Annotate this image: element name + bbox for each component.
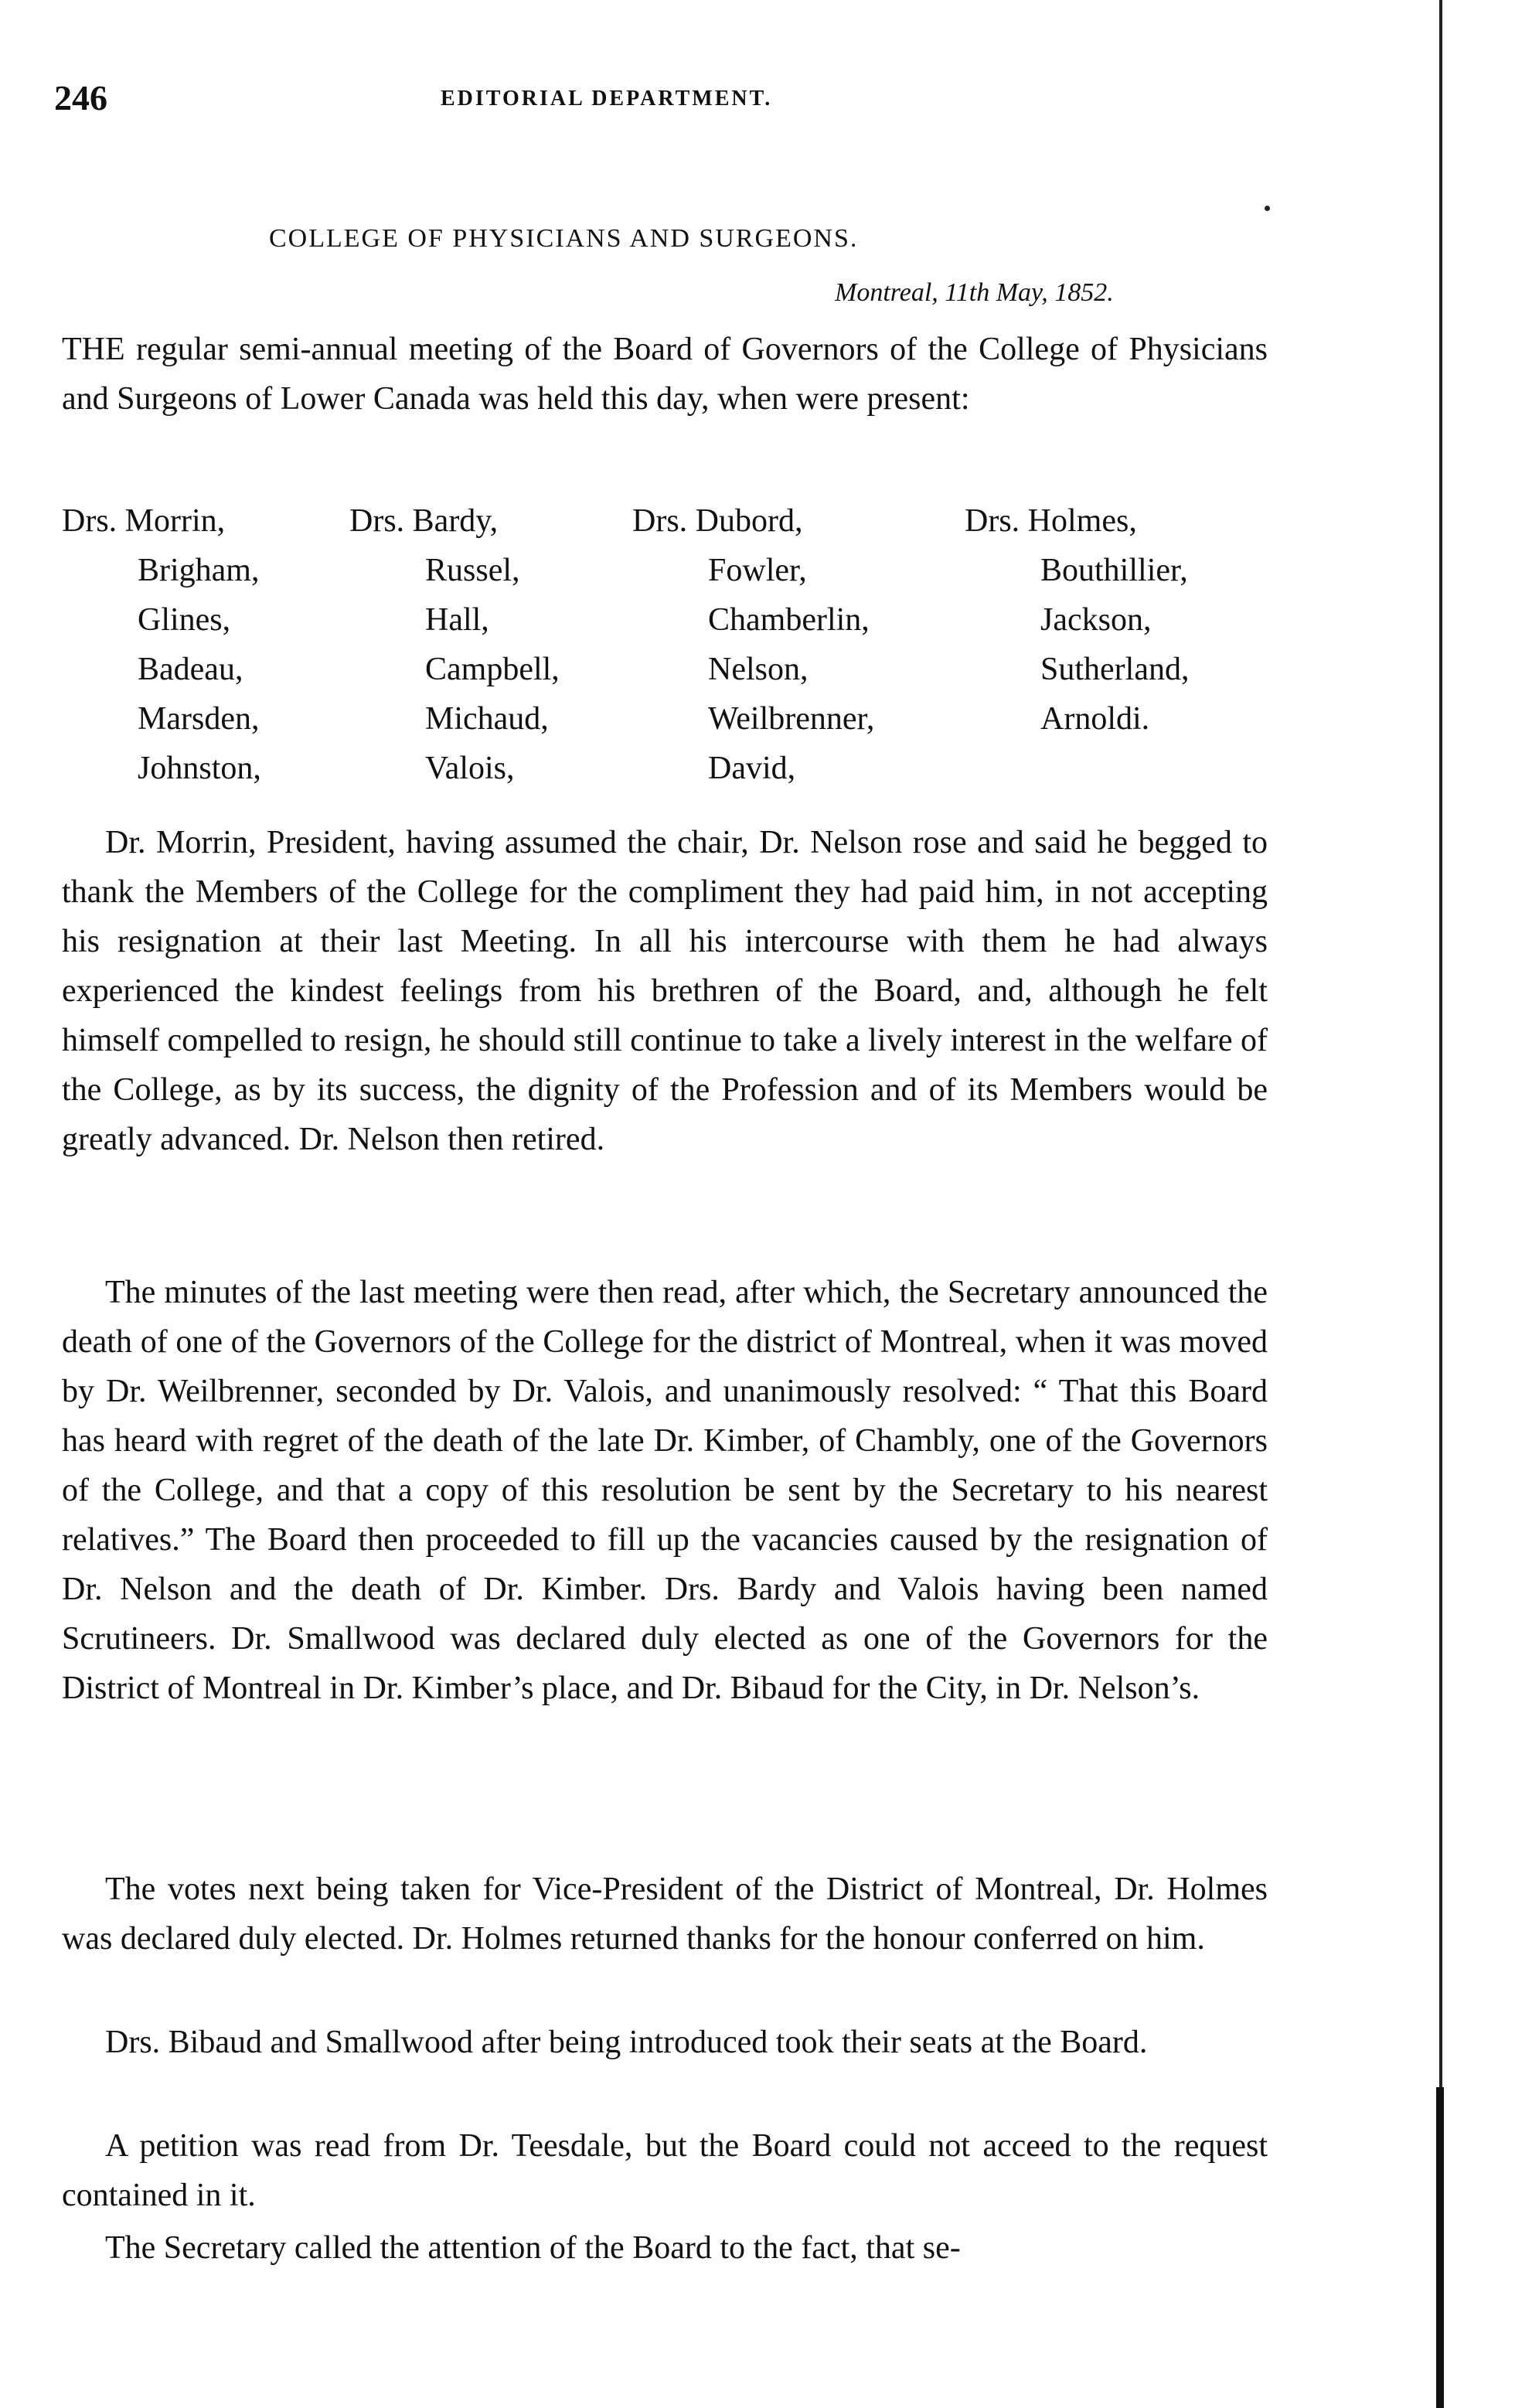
roster-name: Nelson, bbox=[708, 652, 809, 687]
roster-column bbox=[62, 496, 261, 793]
roster-name: Johnston, bbox=[138, 751, 261, 786]
roster-lead: Drs. Bardy, bbox=[349, 503, 499, 539]
roster-name: Hall, bbox=[425, 602, 489, 638]
print-speck bbox=[1265, 206, 1270, 211]
roster-column bbox=[965, 496, 1189, 744]
intro-paragraph: THE regular semi-annual meeting of the Board of Governors of the College of Physicians and Surgeons of Lower Canada was held this day, when were present: bbox=[62, 332, 1268, 417]
attendee-roster bbox=[62, 496, 1268, 790]
dateline: Montreal, 11th May, 1852. bbox=[835, 278, 1114, 307]
article-title: COLLEGE OF PHYSICIANS AND SURGEONS. bbox=[269, 224, 859, 253]
roster-name: Arnoldi. bbox=[1040, 701, 1150, 737]
body-paragraph: The votes next being taken for Vice-President of the District of Montreal, Dr. Holmes was declared duly elected. Dr. Holmes returned thanks for the honour conferred on him. bbox=[62, 1872, 1268, 1957]
body-paragraph: The Secretary called the attention of the Board to the fact, that se- bbox=[105, 2230, 961, 2266]
body-paragraph: A petition was read from Dr. Teesdale, but the Board could not acceed to the request contained in it. bbox=[62, 2128, 1268, 2213]
roster-name: Campbell, bbox=[425, 652, 560, 687]
roster-lead: Drs. Holmes, bbox=[965, 503, 1137, 539]
roster-name: Marsden, bbox=[138, 701, 260, 737]
roster-name: Fowler, bbox=[708, 553, 807, 588]
body-paragraph: Dr. Morrin, President, having assumed the chair, Dr. Nelson rose and said he begged to thank the Members of the College for the compliment they had paid him, in not accepting his resignation at their last Meeting. In all his intercourse with them he had always experienced the kindest feelings from his brethren of the Board, and, although he felt himself compelled to resign, he should still continue to take a lively interest in the welfare of the College, as by its success, the dignity of the Profession and of its Members would be greatly advanced. Dr. Nelson then retired. bbox=[62, 825, 1268, 1157]
roster-column bbox=[349, 496, 560, 793]
roster-column bbox=[632, 496, 874, 793]
roster-name: Jackson, bbox=[1040, 602, 1152, 638]
roster-name: Michaud, bbox=[425, 701, 549, 737]
roster-name: Bouthillier, bbox=[1040, 553, 1188, 588]
page-header bbox=[54, 77, 1291, 124]
roster-name: Glines, bbox=[138, 602, 231, 638]
roster-name: Badeau, bbox=[138, 652, 243, 687]
page-number: 246 bbox=[54, 78, 107, 118]
page-edge-line bbox=[1439, 0, 1442, 2408]
roster-name: Chamberlin, bbox=[708, 602, 870, 638]
roster-name: Valois, bbox=[425, 751, 515, 786]
roster-name: Sutherland, bbox=[1040, 652, 1190, 687]
running-head: EDITORIAL DEPARTMENT. bbox=[441, 87, 773, 111]
roster-lead: Drs. Morrin, bbox=[62, 503, 226, 539]
roster-name: David, bbox=[708, 751, 796, 786]
body-paragraph: Drs. Bibaud and Smallwood after being introduced took their seats at the Board. bbox=[105, 2025, 1148, 2060]
body-paragraph: The minutes of the last meeting were then read, after which, the Secretary announced the death of one of the Governors of the College for the district of Montreal, when it was moved by Dr. Weilbrenner, seconded by Dr. Valois, and unanimously resolved: “ That this Board has heard with regret of the death of the late Dr. Kimber, of Chambly, one of the Governors of the College, and that a copy of this resolution be sent by the Secretary to his nearest relatives.” The Board then proceeded to fill up the vacancies caused by the resignation of Dr. Nelson and the death of Dr. Kimber. Drs. Bardy and Valois having been named Scrutineers. Dr. Smallwood was declared duly elected as one of the Governors for the District of Montreal in Dr. Kimber’s place, and Dr. Bibaud for the City, in Dr. Nelson’s. bbox=[62, 1275, 1268, 1706]
roster-name: Brigham, bbox=[138, 553, 260, 588]
roster-lead: Drs. Dubord, bbox=[632, 503, 803, 539]
page-edge-shadow bbox=[1436, 2087, 1444, 2408]
roster-name: Weilbrenner, bbox=[708, 701, 875, 737]
roster-name: Russel, bbox=[425, 553, 520, 588]
